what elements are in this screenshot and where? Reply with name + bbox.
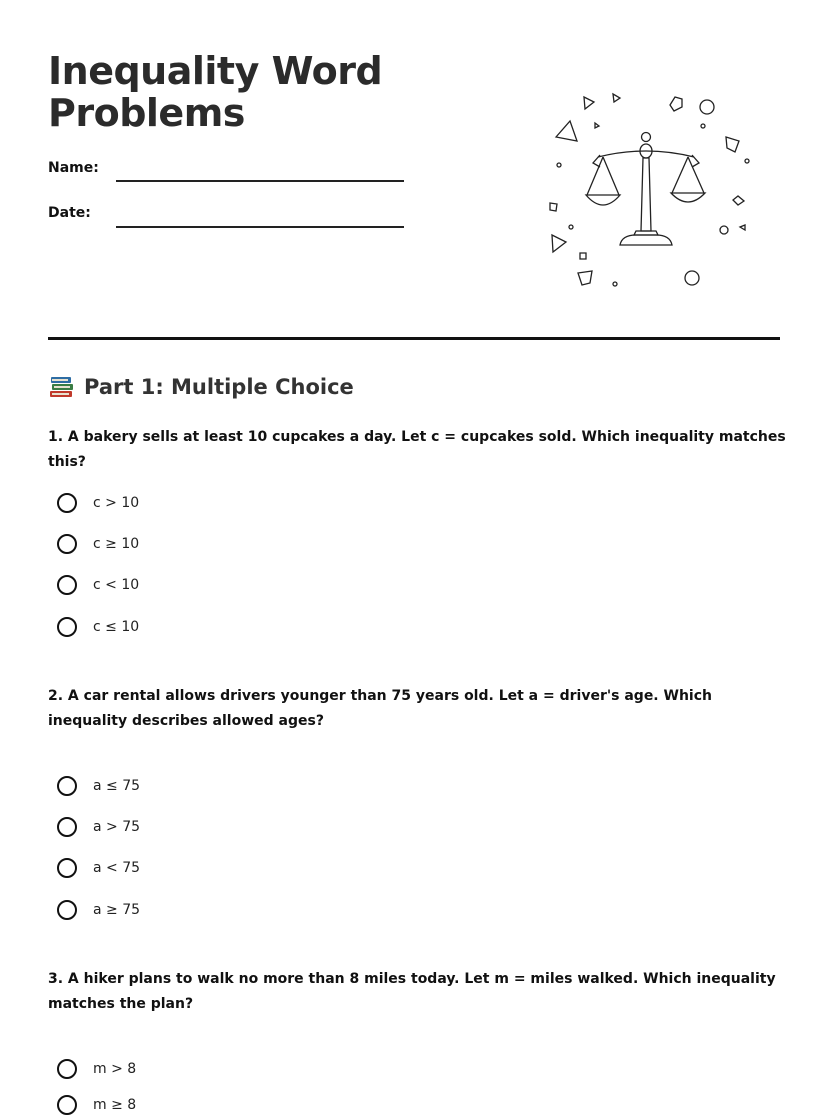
section-heading bbox=[48, 374, 354, 400]
option-label: a > 75 bbox=[93, 819, 141, 835]
pentagon-shape bbox=[578, 271, 592, 285]
circle-shape bbox=[700, 100, 714, 114]
section-title: Part 1: Multiple Choice bbox=[84, 375, 354, 399]
radio-button[interactable] bbox=[57, 493, 77, 513]
option-label: a ≤ 75 bbox=[93, 778, 141, 794]
triangle-shape bbox=[552, 235, 566, 252]
question-1-option-1[interactable] bbox=[57, 490, 139, 516]
question-2-text: 2. A car rental allows drivers younger than 75 years old. Let a = driver's age. Which inequality describes allowed ages? bbox=[48, 688, 712, 729]
option-label: a ≥ 75 bbox=[93, 902, 141, 918]
question-2-option-1[interactable] bbox=[57, 773, 140, 799]
triangle-shape bbox=[595, 123, 599, 128]
question-1-option-3[interactable] bbox=[57, 572, 139, 598]
question-2-option-2[interactable] bbox=[57, 814, 140, 840]
date-label: Date: bbox=[48, 205, 91, 221]
option-label: m > 8 bbox=[93, 1061, 137, 1077]
radio-button[interactable] bbox=[57, 900, 77, 920]
option-label: c > 10 bbox=[93, 495, 140, 511]
square-shape bbox=[550, 203, 557, 211]
radio-button[interactable] bbox=[57, 534, 77, 554]
circle-shape bbox=[569, 225, 573, 229]
option-label: c < 10 bbox=[93, 577, 140, 593]
pentagon-shape bbox=[670, 97, 682, 111]
section-divider bbox=[48, 337, 780, 340]
name-label: Name: bbox=[48, 160, 99, 176]
question-3-text: 3. A hiker plans to walk no more than 8 miles today. Let m = miles walked. Which inequality matches the plan? bbox=[48, 971, 776, 1012]
question-1-text: 1. A bakery sells at least 10 cupcakes a day. Let c = cupcakes sold. Which inequality matches this? bbox=[48, 429, 786, 470]
triangle-shape bbox=[613, 94, 620, 102]
radio-button[interactable] bbox=[57, 575, 77, 595]
square-shape bbox=[726, 137, 739, 152]
question-3-option-2[interactable] bbox=[57, 1092, 136, 1118]
radio-button[interactable] bbox=[57, 617, 77, 637]
option-label: m ≥ 8 bbox=[93, 1097, 137, 1113]
option-label: a < 75 bbox=[93, 860, 141, 876]
option-label: c ≥ 10 bbox=[93, 536, 140, 552]
option-label: c ≤ 10 bbox=[93, 619, 140, 635]
question-1-option-4[interactable] bbox=[57, 614, 139, 640]
triangle-shape bbox=[556, 121, 577, 141]
radio-button[interactable] bbox=[57, 776, 77, 796]
radio-button[interactable] bbox=[57, 1095, 77, 1115]
radio-button[interactable] bbox=[57, 1059, 77, 1079]
circle-shape bbox=[745, 159, 749, 163]
worksheet-title: Inequality Word Problems bbox=[48, 49, 383, 135]
square-shape bbox=[580, 253, 586, 259]
date-line[interactable] bbox=[116, 226, 404, 228]
radio-button[interactable] bbox=[57, 858, 77, 878]
circle-shape bbox=[613, 282, 617, 286]
circle-shape bbox=[557, 163, 561, 167]
books-icon bbox=[48, 374, 76, 400]
name-line[interactable] bbox=[116, 180, 404, 182]
question-3-option-1[interactable] bbox=[57, 1056, 136, 1082]
circle-shape bbox=[720, 226, 728, 234]
radio-button[interactable] bbox=[57, 817, 77, 837]
circle-shape bbox=[685, 271, 699, 285]
diamond-shape bbox=[733, 196, 744, 205]
question-1-option-2[interactable] bbox=[57, 531, 139, 557]
balance-scale-illustration bbox=[540, 85, 770, 295]
triangle-shape bbox=[584, 97, 594, 109]
question-2-option-3[interactable] bbox=[57, 855, 140, 881]
triangle-shape bbox=[740, 225, 745, 230]
circle-shape bbox=[701, 124, 705, 128]
question-2-option-4[interactable] bbox=[57, 897, 140, 923]
